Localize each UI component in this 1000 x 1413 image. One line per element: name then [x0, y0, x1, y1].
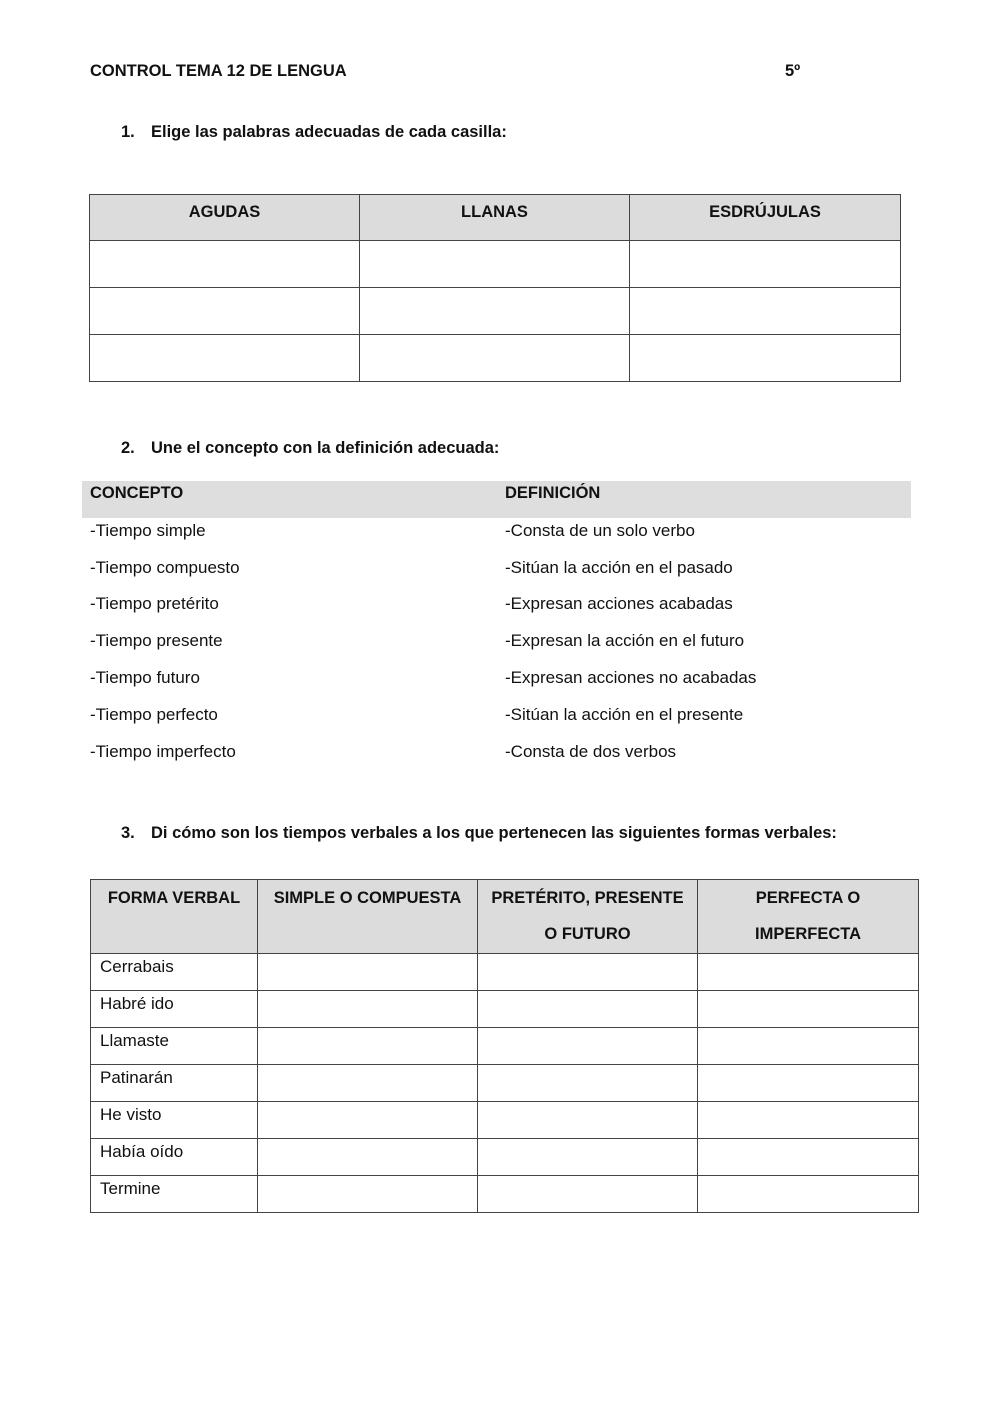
table-row	[91, 1176, 919, 1213]
answer-cell[interactable]	[258, 954, 478, 991]
table-row	[91, 1028, 919, 1065]
table-row	[90, 335, 901, 382]
table-header-row	[91, 880, 919, 954]
question-1	[121, 123, 507, 142]
answer-cell[interactable]	[478, 991, 698, 1028]
concept-item[interactable]: -Tiempo presente	[90, 631, 223, 650]
header-aspecto-line1: PERFECTA O	[755, 889, 861, 907]
accent-classification-table	[89, 194, 901, 382]
answer-cell[interactable]	[698, 1139, 919, 1176]
verb-form-cell: He visto	[91, 1102, 258, 1139]
answer-cell[interactable]	[478, 954, 698, 991]
verb-form-cell: Termine	[91, 1176, 258, 1213]
header-simple-compuesta	[258, 880, 478, 954]
concept-item[interactable]: -Tiempo perfecto	[90, 705, 218, 724]
concept-item[interactable]: -Tiempo futuro	[90, 668, 200, 687]
verb-forms-table	[90, 879, 919, 1213]
answer-cell[interactable]	[258, 1176, 478, 1213]
table-header-row	[90, 195, 901, 241]
definition-item[interactable]: -Expresan la acción en el futuro	[505, 631, 745, 650]
answer-cell[interactable]	[360, 288, 630, 335]
concept-item[interactable]: -Tiempo pretérito	[90, 594, 219, 613]
header-esdrujulas: ESDRÚJULAS	[630, 195, 901, 241]
concept-column-header: CONCEPTO	[90, 484, 184, 502]
answer-cell[interactable]	[258, 1028, 478, 1065]
answer-cell[interactable]	[258, 1102, 478, 1139]
verb-form-cell: Habré ido	[91, 991, 258, 1028]
header-aspecto-line2: IMPERFECTA	[754, 925, 862, 943]
table-row	[90, 241, 901, 288]
definition-item[interactable]: -Consta de un solo verbo	[505, 521, 695, 540]
answer-cell[interactable]	[478, 1028, 698, 1065]
header-llanas: LLANAS	[360, 195, 630, 241]
verb-form-cell: Llamaste	[91, 1028, 258, 1065]
definition-item[interactable]: -Consta de dos verbos	[505, 742, 677, 761]
question-2-text: Une el concepto con la definición adecuada:	[151, 439, 500, 457]
table-row	[91, 1139, 919, 1176]
answer-cell[interactable]	[698, 991, 919, 1028]
table-row	[91, 1065, 919, 1102]
question-1-text: Elige las palabras adecuadas de cada casilla:	[151, 123, 507, 141]
header-simple-compuesta-text: SIMPLE O COMPUESTA	[273, 889, 462, 907]
grade-label: 5º	[785, 62, 801, 80]
answer-cell[interactable]	[478, 1065, 698, 1102]
answer-cell[interactable]	[698, 1065, 919, 1102]
table-row	[91, 1102, 919, 1139]
header-tiempo-line1: PRETÉRITO, PRESENTE	[491, 889, 684, 907]
question-2	[121, 439, 499, 458]
definition-item[interactable]: -Sitúan la acción en el presente	[505, 705, 744, 724]
answer-cell[interactable]	[630, 241, 901, 288]
concept-item[interactable]: -Tiempo imperfecto	[90, 742, 236, 761]
document-title: CONTROL TEMA 12 DE LENGUA	[90, 62, 347, 80]
answer-cell[interactable]	[258, 1065, 478, 1102]
header-tiempo-line2: O FUTURO	[544, 925, 631, 943]
definition-item[interactable]: -Sitúan la acción en el pasado	[505, 558, 733, 577]
answer-cell[interactable]	[258, 1139, 478, 1176]
answer-cell[interactable]	[630, 288, 901, 335]
answer-cell[interactable]	[360, 241, 630, 288]
table-row	[90, 288, 901, 335]
answer-cell[interactable]	[360, 335, 630, 382]
header-tiempo	[478, 880, 698, 954]
answer-cell[interactable]	[698, 1102, 919, 1139]
matching-header-band	[82, 481, 911, 518]
answer-cell[interactable]	[478, 1102, 698, 1139]
verb-form-cell: Patinarán	[91, 1065, 258, 1102]
table-row	[91, 954, 919, 991]
answer-cell[interactable]	[478, 1176, 698, 1213]
definition-column-header: DEFINICIÓN	[505, 484, 601, 502]
question-3-text: Di cómo son los tiempos verbales a los que pertenecen las siguientes formas verbales:	[151, 824, 837, 842]
header-agudas: AGUDAS	[90, 195, 360, 241]
answer-cell[interactable]	[90, 335, 360, 382]
definition-item[interactable]: -Expresan acciones no acabadas	[505, 668, 757, 687]
answer-cell[interactable]	[698, 1176, 919, 1213]
header-aspecto	[698, 880, 919, 954]
concept-item[interactable]: -Tiempo compuesto	[90, 558, 240, 577]
answer-cell[interactable]	[698, 1028, 919, 1065]
answer-cell[interactable]	[258, 991, 478, 1028]
question-2-number: 2.	[121, 439, 135, 457]
header-forma-verbal-text: FORMA VERBAL	[107, 889, 241, 907]
answer-cell[interactable]	[90, 288, 360, 335]
question-1-number: 1.	[121, 123, 135, 141]
header-forma-verbal	[91, 880, 258, 954]
verb-form-cell: Cerrabais	[91, 954, 258, 991]
question-3-number: 3.	[121, 824, 135, 842]
answer-cell[interactable]	[698, 954, 919, 991]
verb-form-cell: Había oído	[91, 1139, 258, 1176]
table-row	[91, 991, 919, 1028]
answer-cell[interactable]	[478, 1139, 698, 1176]
answer-cell[interactable]	[90, 241, 360, 288]
concept-item[interactable]: -Tiempo simple	[90, 521, 206, 540]
answer-cell[interactable]	[630, 335, 901, 382]
definition-item[interactable]: -Expresan acciones acabadas	[505, 594, 733, 613]
question-3	[121, 824, 837, 843]
